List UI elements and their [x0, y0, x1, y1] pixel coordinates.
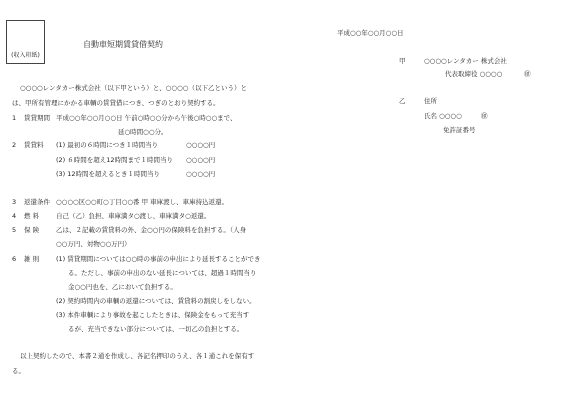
- contract-date: 平成○○年○○月○○日: [337, 29, 404, 37]
- clause-4-text: 自己（乙）負担、車庫満タ○渡し、車庫満タ○返還。: [56, 212, 211, 220]
- clause-2-number: 2: [12, 141, 17, 149]
- party-b-address-label: 住所: [424, 97, 437, 105]
- clause-1-line-2: 延○時間○○分。: [118, 128, 168, 136]
- party-a-representative: 代表取締役 ○○○○: [445, 70, 503, 78]
- party-b-license: 免許証番号: [443, 126, 476, 134]
- party-a-company: ○○○○レンタカー 株式会社: [424, 57, 507, 65]
- clause-6-number: 6: [12, 255, 17, 263]
- clause-6-line-4: (2) 契約時間内の車輌の返還については、賃貸料の割戻しをしない。: [56, 297, 256, 305]
- clause-4-label: 燃 料: [24, 212, 40, 220]
- party-a-seal: ㊞: [524, 70, 531, 78]
- clause-6-label: 雑 則: [24, 255, 40, 263]
- fee-item-2-text: (2) ６時間を超え12時間まで１時間当り: [56, 156, 174, 164]
- clause-3-text: ○○○○区○○町○丁目○○番 甲 車庫渡し、車庫持込返還。: [56, 198, 229, 206]
- clause-4-number: 4: [12, 212, 17, 220]
- intro-line-2: は、甲所有管理にかかる車輌の賃貸借につき、つぎのとおり契約する。: [12, 99, 220, 107]
- clause-3-label: 返還条件: [24, 198, 50, 206]
- intro-line-1: ○○○○レンタカー株式会社（以下甲という）と、○○○○（以下乙という）と: [20, 84, 247, 92]
- party-a-marker: 甲: [399, 57, 406, 65]
- clause-6-line-3: 金○○円也を、乙において負担する。: [68, 283, 177, 291]
- clause-2-label: 賃貸料: [24, 141, 44, 149]
- clause-6-line-2: る。ただし、事前の申出のない延長については、超過１時間当り: [68, 269, 257, 277]
- fee-item-2-amount: ○○○○円: [186, 156, 216, 164]
- clause-3-number: 3: [12, 198, 17, 206]
- clause-6-line-6: るが、充当できない部分については、一切乙の負担とする。: [68, 325, 244, 333]
- clause-5-label: 保 険: [24, 226, 40, 234]
- clause-5-number: 5: [12, 226, 17, 234]
- fee-item-1-amount: ○○○○円: [186, 141, 216, 149]
- clause-5-line-1: 乙は、２記載の賃貸料の外、金○○円の保険料を負担する。（人身: [56, 226, 247, 234]
- revenue-stamp-label: (収入印紙): [11, 52, 40, 59]
- closing-line-1: 以上契約したので、本書２通を作成し、各記名押印のうえ、各１通これを保有す: [20, 352, 255, 360]
- clause-5-line-2: ○○万円、対物○○万円）: [56, 240, 131, 248]
- clause-1-label: 賃貸期間: [24, 114, 50, 122]
- clause-1-number: 1: [12, 114, 17, 122]
- document-title: 自動車短期賃貸借契約: [83, 40, 163, 49]
- fee-item-3-amount: ○○○○円: [186, 170, 216, 178]
- closing-line-2: る。: [12, 367, 25, 375]
- party-b-marker: 乙: [399, 97, 406, 105]
- fee-item-3-text: (3) 12時間を超えるとき１時間当り: [56, 170, 161, 178]
- clause-6-line-1: (1) 賃貸期間については○○時の事前の申出により延長することができ: [56, 255, 261, 263]
- revenue-stamp-box: [6, 20, 45, 64]
- clause-6-line-5: (3) 本件車輌により事故を起こしたときは、保険金をもって充当す: [56, 311, 250, 319]
- party-b-seal: ㊞: [481, 112, 488, 120]
- party-b-name: 氏名 ○○○○: [424, 112, 462, 120]
- fee-item-1-text: (1) 最初の６時間につき１時間当り: [56, 141, 159, 149]
- clause-1-line-1: 平成○○年○○月○○日 午前○時○○分から午後○時○○まで、: [56, 114, 237, 122]
